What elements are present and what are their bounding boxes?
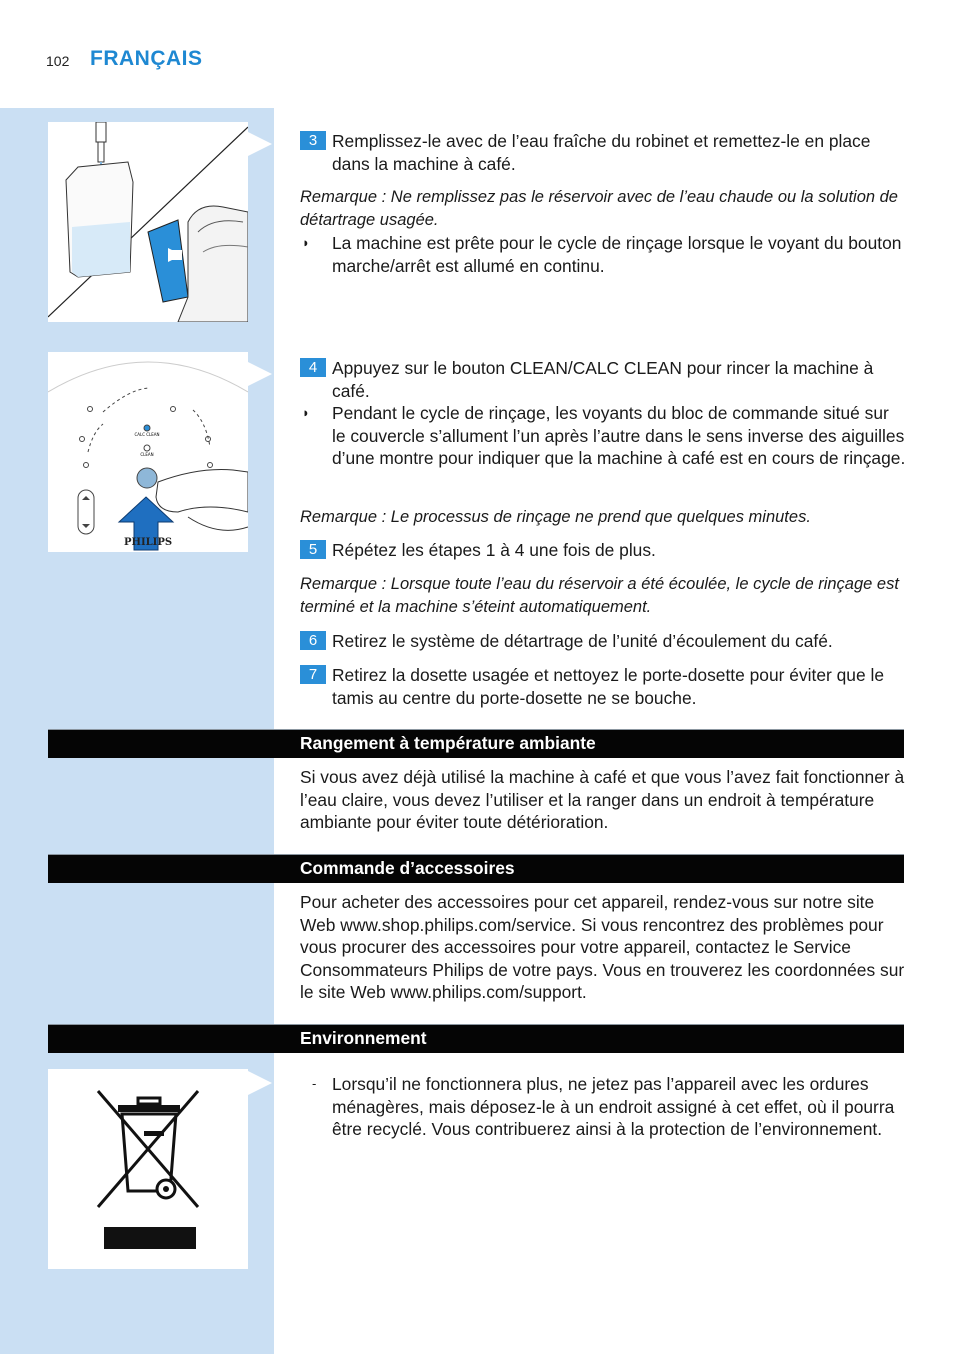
step-6	[300, 630, 906, 653]
page-number: 102	[46, 53, 70, 69]
image-pointer	[248, 132, 272, 156]
bullet-arrow-icon: ◗	[302, 235, 310, 250]
bullet-arrow-icon: ◗	[302, 405, 310, 420]
image-pointer	[248, 362, 272, 386]
crossed-bin-icon	[48, 1069, 248, 1269]
step-3	[300, 130, 906, 175]
bullet-text: Pendant le cycle de rinçage, les voyants du bloc de commande situé sur le couvercle s’allument l’un après l’autre dans le sens inverse des aiguilles d’une montre pour indiquer que la machine à café est en cours de rinçage.	[332, 403, 906, 468]
step-number: 6	[300, 631, 326, 650]
section-header	[48, 1024, 904, 1053]
step-text: Retirez le système de détartrage de l’unité d’écoulement du café.	[332, 631, 833, 651]
step-number: 4	[300, 358, 326, 377]
note-text: Remarque : Le processus de rinçage ne prend que quelques minutes.	[300, 508, 811, 526]
section-header	[48, 729, 904, 758]
dash-mark: -	[312, 1076, 317, 1091]
bullet-text: Lorsqu’il ne fonctionnera plus, ne jetez pas l’appareil avec les ordures ménagères, mais déposez-le à un endroit assigné à cet effet, où il pourra être recyclé. Vous contribuerez ainsi à la protection de l’environnement.	[332, 1074, 895, 1139]
step-number: 3	[300, 131, 326, 150]
weee-bin-illustration	[48, 1069, 248, 1269]
control-panel-illustration	[48, 352, 248, 552]
step-number: 7	[300, 665, 326, 684]
bullet-item	[300, 402, 906, 470]
section-title: Commande d’accessoires	[300, 858, 515, 878]
step-number: 5	[300, 540, 326, 559]
image-pointer	[248, 1071, 272, 1095]
section-title: Environnement	[300, 1028, 427, 1048]
step-text: Remplissez-le avec de l’eau fraîche du robinet et remettez-le en place dans la machine à café.	[332, 131, 871, 174]
bullet-item	[300, 232, 906, 277]
clean-label: CLEAN	[140, 452, 154, 457]
bullet-text: La machine est prête pour le cycle de rinçage lorsque le voyant du bouton marche/arrêt est allumé en continu.	[332, 233, 902, 276]
section-body: Pour acheter des accessoires pour cet appareil, rendez-vous sur notre site Web www.shop.philips.com/service. Si vous rencontrez des problèmes pour vous procurer des accessoires pour votre appareil, contactez le Service Consommateurs Philips de votre pays. Vous en trouverez les coordonnées sur le site Web www.philips.com/support.	[300, 892, 905, 1002]
dash-item	[300, 1073, 906, 1141]
step-text: Appuyez sur le bouton CLEAN/CALC CLEAN pour rincer la machine à café.	[332, 358, 874, 401]
step-7	[300, 664, 906, 709]
tank-refill-illustration	[48, 122, 248, 322]
section-body: Si vous avez déjà utilisé la machine à café et que vous l’avez fait fonctionner à l’eau claire, vous devez l’utiliser et la ranger dans un endroit à température ambiante pour éviter toute détérioration.	[300, 767, 905, 832]
calc-clean-label: CALC CLEAN	[134, 432, 160, 437]
note-text: Remarque : Ne remplissez pas le réservoir avec de l’eau chaude ou la solution de détartrage usagée.	[300, 188, 898, 229]
section-title: Rangement à température ambiante	[300, 733, 596, 753]
step-text: Retirez la dosette usagée et nettoyez le porte-dosette pour éviter que le tamis au centre du porte-dosette ne se bouche.	[332, 665, 885, 708]
step-5	[300, 539, 906, 562]
brand-label: PHILIPS	[124, 537, 173, 548]
step-text: Répétez les étapes 1 à 4 une fois de plus.	[332, 540, 656, 560]
step-4	[300, 357, 906, 402]
language-title: FRANÇAIS	[90, 47, 203, 70]
note-text: Remarque : Lorsque toute l’eau du réservoir a été écoulée, le cycle de rinçage est terminé et la machine s’éteint automatiquement.	[300, 575, 899, 616]
section-header	[48, 854, 904, 883]
